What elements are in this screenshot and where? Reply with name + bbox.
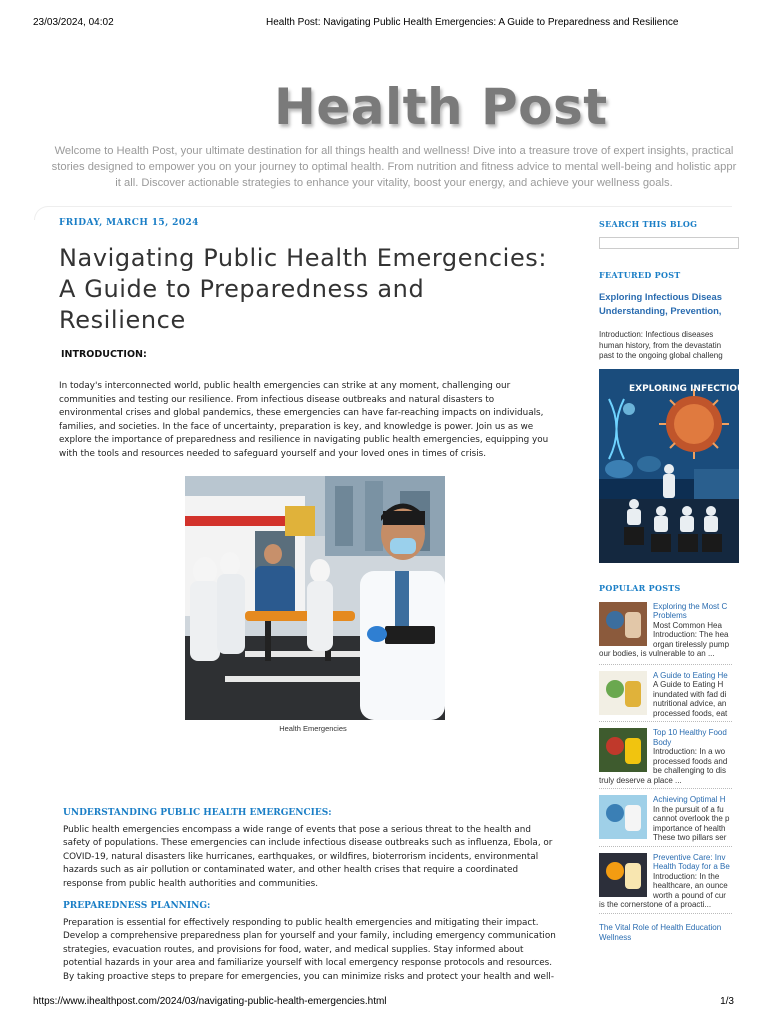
featured-snippet-line: past to the ongoing global challeng	[599, 351, 723, 360]
popular-post-title-line[interactable]: Exploring the Most C	[653, 601, 728, 611]
section-line: Develop a comprehensive preparedness plan for yourself and your family, including emergency communication	[63, 931, 556, 942]
section-understanding	[63, 808, 567, 892]
blog-description-line: stories designed to empower you on your journey to optimal health. From nutrition and fitness advice to mental well-being and holistic appr	[51, 161, 737, 173]
popular-post-snippet-line: truly deserve a place ...	[599, 775, 682, 785]
popular-post-title-line[interactable]: Achieving Optimal H	[653, 795, 726, 804]
popular-post-snippet-line: worth a pound of cur	[653, 890, 726, 900]
health-emergency-illustration	[185, 476, 445, 720]
section-line: safety of populations. These emergencies can include infectious disease outbreaks such as influenza, Ebola, or	[63, 838, 553, 849]
popular-post-title-line[interactable]: Body	[653, 737, 672, 747]
popular-post-snippet-line: In the pursuit of a fu	[653, 804, 724, 814]
popular-post-title-line[interactable]: Problems	[653, 611, 687, 620]
popular-post-thumbnail[interactable]	[599, 853, 647, 897]
print-page-title: Health Post: Navigating Public Health Emergencies: A Guide to Preparedness and Resilience	[266, 17, 679, 28]
print-datetime: 23/03/2024, 04:02	[33, 17, 114, 28]
popular-post-snippet-line: processed foods, eat	[653, 708, 728, 718]
popular-post-snippet-line: nutritional advice, an	[653, 699, 727, 708]
intro-line: environmental crises and global pandemics, these emergencies can have far-reaching impacts on individuals,	[59, 408, 544, 419]
popular-post-item[interactable]	[599, 665, 732, 723]
intro-line: communities and testing our resilience. From infectious disease outbreaks and natural disasters to	[59, 394, 495, 405]
blog-title[interactable]: Health Post	[274, 78, 608, 136]
section-line: strategies, evacuation routes, and provisions for food, water, and medical supplies. Stay informed about	[63, 944, 524, 955]
featured-image-text: EXPLORING INFECTIOUS AS	[629, 383, 768, 394]
section-paragraph	[63, 917, 567, 981]
health-emergency-image[interactable]	[185, 476, 445, 720]
popular-post-title-line[interactable]: A Guide to Eating He	[653, 670, 728, 680]
popular-post-snippet-line: healthcare, an ounce	[653, 881, 728, 890]
section-line: Public health emergencies encompass a wide range of events that pose a serious threat to the health and	[63, 824, 531, 835]
intro-paragraph	[59, 380, 567, 462]
post-figure	[59, 476, 567, 733]
featured-snippet-line: human history, from the devastatin	[599, 340, 722, 350]
popular-post-snippet-line: Most Common Hea	[653, 620, 722, 630]
intro-line: with the tools and resources needed to safeguard yourself and your loved ones in times of crisis.	[59, 448, 487, 459]
popular-post-item[interactable]	[599, 602, 732, 665]
content-frame-top	[48, 206, 732, 207]
section-preparedness	[63, 901, 567, 981]
post-date: FRIDAY, MARCH 15, 2024	[59, 218, 199, 228]
featured-title-line[interactable]: Understanding, Prevention,	[599, 305, 722, 316]
popular-post-title-line[interactable]: Top 10 Healthy Food	[653, 728, 727, 737]
intro-line: explore the importance of preparedness and resilience in navigating public health emergencies, equipping you	[59, 435, 549, 446]
section-heading: PREPAREDNESS PLANNING:	[63, 900, 211, 911]
section-line: response from public health authorities and communities.	[63, 878, 319, 889]
post-title-line: Navigating Public Health Emergencies:	[59, 244, 548, 272]
popular-post-snippet-line: cannot overlook the p	[653, 814, 730, 823]
popular-post-snippet-line: processed foods and	[653, 756, 728, 766]
print-page-number: 1/3	[720, 996, 734, 1007]
featured-heading: FEATURED POST	[599, 270, 681, 280]
section-line: hazards such as air pollution or contaminated water, and other health crises that require a coordinated	[63, 865, 519, 876]
popular-post-snippet-line: Introduction: In the	[653, 871, 720, 881]
popular-post-title-line[interactable]: Preventive Care: Inv	[653, 852, 726, 862]
search-input[interactable]	[599, 237, 739, 249]
section-line: COVID-19, natural disasters like hurricanes, earthquakes, or wildfires, bioterrorism incidents, environmental	[63, 851, 539, 862]
section-paragraph	[63, 824, 567, 892]
popular-post-title-line[interactable]: Health Today for a Be	[653, 862, 730, 871]
featured-title-line[interactable]: Exploring Infectious Diseas	[599, 291, 722, 302]
popular-post-title-line[interactable]: The Vital Role of Health Education	[599, 922, 722, 932]
print-url: https://www.ihealthpost.com/2024/03/navigating-public-health-emergencies.html	[33, 996, 387, 1007]
popular-post-thumbnail[interactable]	[599, 795, 647, 839]
popular-post-thumbnail[interactable]	[599, 602, 647, 646]
popular-post-snippet-line: our bodies, is vulnerable to an ...	[599, 649, 715, 658]
post-title-line: A Guide to Preparedness and	[59, 275, 425, 303]
popular-post-snippet-line: is the cornerstone of a proacti...	[599, 900, 712, 909]
featured-snippet-line: Introduction: Infectious diseases	[599, 330, 714, 339]
section-line: potential hazards in your area and familiarize yourself with local emergency response protocols and resources.	[63, 958, 553, 969]
print-header	[33, 17, 748, 31]
featured-image[interactable]	[599, 369, 768, 563]
popular-post-title-line[interactable]: Wellness	[599, 932, 632, 942]
post-title	[59, 243, 567, 336]
popular-post-thumbnail[interactable]	[599, 671, 647, 715]
blog-description-line: Welcome to Health Post, your ultimate destination for all things health and wellness! Dive into a treasure trove of expert insights, practical	[54, 145, 734, 157]
popular-post-snippet-line: importance of health	[653, 823, 726, 833]
intro-line: In today's interconnected world, public health emergencies can strike at any moment, challenging our	[59, 381, 511, 391]
section-line: Preparation is essential for effectively responding to public health emergencies and mitigating their impact.	[63, 917, 539, 928]
infectious-disease-illustration	[599, 369, 768, 563]
section-heading: UNDERSTANDING PUBLIC HEALTH EMERGENCIES:	[63, 807, 332, 818]
popular-post-snippet-line: A Guide to Eating H	[653, 680, 724, 689]
popular-post-snippet-line: organ tirelessly pump	[653, 639, 730, 649]
popular-post-item[interactable]	[599, 789, 732, 847]
popular-posts-list	[599, 602, 732, 914]
content-frame-corner	[34, 206, 48, 220]
popular-post-snippet-line: inundated with fad di	[653, 689, 727, 699]
popular-heading: POPULAR POSTS	[599, 582, 681, 593]
image-caption: Health Emergencies	[279, 723, 347, 733]
post	[59, 218, 567, 981]
intro-heading: INTRODUCTION:	[61, 349, 147, 360]
popular-post-snippet-line: Introduction: The hea	[653, 630, 729, 639]
post-title-line: Resilience	[59, 306, 186, 334]
popular-post-item[interactable]	[599, 722, 732, 789]
search-heading: SEARCH THIS BLOG	[599, 219, 698, 229]
intro-line: families, and societies. In the face of uncertainty, preparation is key, and knowledge is power. Join us as we	[59, 421, 534, 432]
popular-post-snippet-line: These two pillars ser	[653, 833, 727, 842]
print-footer	[33, 996, 748, 1010]
popular-post-thumbnail[interactable]	[599, 728, 647, 772]
sidebar	[599, 219, 768, 943]
section-line: By taking proactive steps to prepare for emergencies, you can minimize risks and protect your health and well-	[63, 971, 555, 982]
popular-post-link[interactable]	[599, 923, 732, 943]
featured-snippet	[599, 330, 732, 362]
popular-post-snippet-line: be challenging to dis	[653, 766, 726, 775]
featured-post-title[interactable]	[599, 290, 732, 318]
blog-description	[34, 143, 754, 191]
blog-description-line: it all. Discover actionable strategies to enhance your vitality, boost your energy, and achieve your wellness goals.	[115, 177, 673, 189]
popular-post-snippet-line: Introduction: In a wo	[653, 747, 726, 756]
popular-post-item[interactable]	[599, 847, 732, 914]
